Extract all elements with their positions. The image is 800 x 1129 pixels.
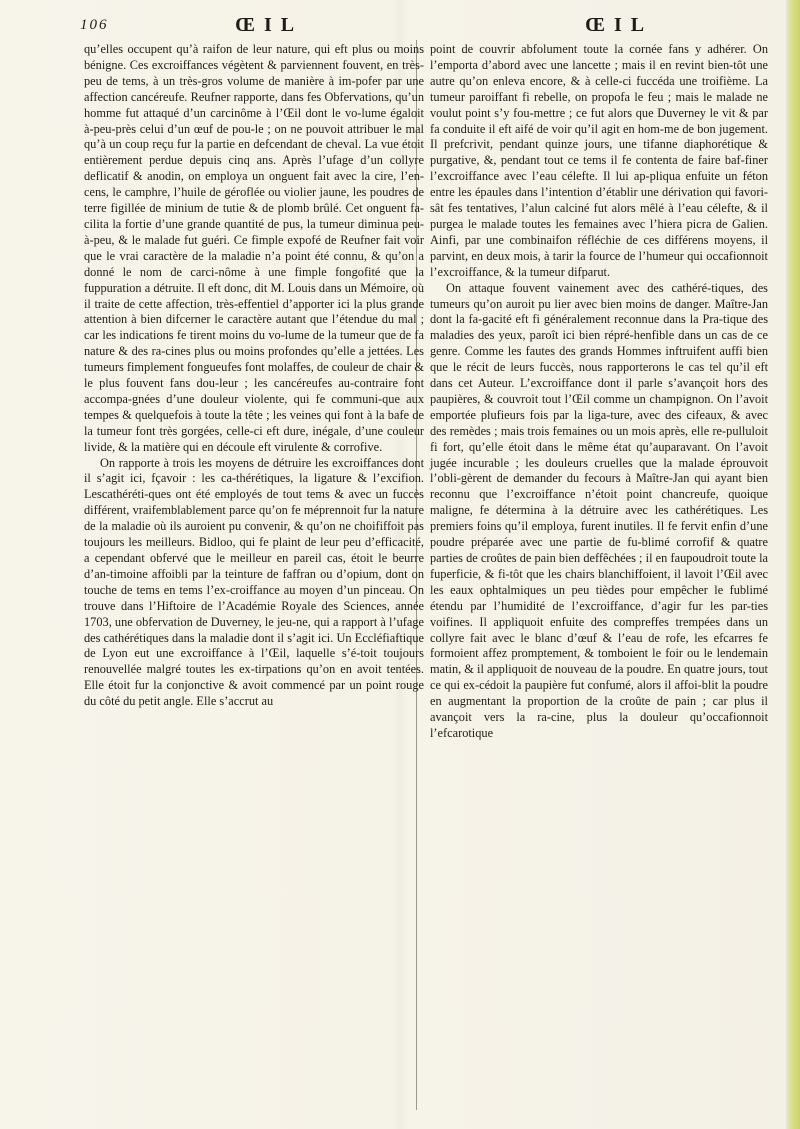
page-number: 106 <box>80 17 109 33</box>
right-page-header <box>440 14 770 36</box>
right-running-title: Œ I L <box>585 14 647 36</box>
paragraph: On attaque fouvent vainement avec des cathéré-tiques, des tumeurs qu’on auroit pu lier avec bien moins de danger. Maître-Jan dont la fa-gacité eft fi généralement reconnue dans la Pra-tique des maladies des yeux, paroît ici bien répré-henfible dans un cas de ce genre. Comme les fautes des grands Hommes inftruifent auffi bien que le récit de leurs fuccès, nous rapporterons le cas tel qu’il eft dans cet Auteur. L’excroiffance dont il parle s’avançoit hors des paupières, & couvroit tout l’Œil comme un champignon. On l’avoit emportée plufieurs fois par la liga-ture, avec des cifeaux, & avec des remèdes ; mais trois femaines ou un mois après, elle re-pulluloit fi fort, qu’elle étoit dans le même état qu’auparavant. On l’avoit jugée incurable ; les douleurs cruelles que la malade éprouvoit l’obli-gèrent de demander du fecours à Maître-Jan qui ayant bien reconnu que l’excroiffance n’étoit point chancreufe, quoique maligne, fe détermina à la détruire avec les cathérétiques. Les premiers foins qu’il employa, furent inutiles. Il fe fervit enfin d’une poudre préparée avec une partie de fu-blimé corrofif & quatre parties de croûtes de pain bien deffêchées ; il en faupoudroit toute la fuperficie, & fi-tôt que les chairs blanchiffoient, il lavoit l’Œil avec les eaux ophtalmiques un peu tièdes pour empêcher le fublimé étendu par l’humidité de l’excroiffance, d’agir fur les par-ties voifines. Il appliquoit enfuite des compreffes trempées dans un collyre fait avec le blanc d’œuf & l’eau de rofe, les efcarres fe formoient affez promptement, & tomboient le foir ou le lendemain matin, & il appliquoit de nouveau de la poudre. En quatre jours, tout ce qui ex-cédoit la paupière fut confumé, alors il affoi-blit la poudre en augmentant la proportion de la croûte de pain ; car plus il avançoit vers la ra-cine, plus la douleur qu’occafionnoit l’efcarotique <box>430 280 768 740</box>
paragraph: On rapporte à trois les moyens de détruire les excroiffances dont il s’agit ici, fçavoir : les ca-thérétiques, la ligature & l’excifion. Lescathéréti-ques ont été employés de tout tems & avec un fuccès différent, vraifemblablement parce qu’on fe méprennoit fur la nature de la maladie où ils auroient pu convenir, & qu’on ne choififfoit pas toujours les meilleurs. Bidloo, qui fe plaint de leur peu d’efficacité, a cependant obfervé que le meilleur en pareil cas, étoit le beurre d’an-timoine affoibli par la teinture de faffran ou d’opium, dont on touche de tems en tems l’ex-croiffance au moyen d’un pinceau. On trouve dans l’Hiftoire de l’Académie Royale des Sciences, année 1703, une obfervation de Duverney, le jeu-ne, qui a rapport à l’ufage des cathérétiques dans la maladie dont il s’agit ici. Un Eccléfiaftique de Lyon eut une excroiffance à l’Œil, laquelle s’é-toit toujours renouvellée malgré toutes les ex-tirpations qu’on en avoit tentées. Elle étoit fur la conjonctive & avoit commencé par un point rouge du côté du petit angle. Elle s’accrut au <box>84 455 424 709</box>
paragraph: qu’elles occupent qu’à raifon de leur nature, qui eft plus ou moins bénigne. Ces excroiffances végètent & parviennent fouvent, en très-peu de tems, à un très-gros volume de manière à im-pofer par une affection cancéreufe. Reufner rapporte, dans fes Obfervations, qu’un homme fut attaqué d’un carcinôme à l’Œil dont le vo-lume égaloit à-peu-près celui d’un œuf de pou-le ; on ne pouvoit attribuer le mal qu’à un coup reçu fur la partie en defcendant de cheval. La vue étoit entièrement perdue depuis cinq ans. Après l’ufage d’un collyre deflicatif & anodin, on employa un onguent fait avec la cire, l’en-cens, le camphre, l’huile de géroflée ou violier jaune, les poudres de terre figillée de minium de tutie & de plomb brûlé. Cet onguent fa-cilita la fortie d’une grande quantité de pus, la tumeur diminua peu-à-peu, & le malade fut guéri. Ce fimple expofé de Reufner fait voir que le vrai caractère de la maladie n’a point été connu, & qu’on a donné le nom de carci-nôme à une fimple fongofité que la fuppuration a détruite. Il eft donc, dit M. Louis dans un Mémoire, où il traite de cette affection, très-effentiel d’apporter ici la plus grande attention à bien difcerner le caractère autant que l’étendue du mal ; car les indications fe tirent moins du vo-lume de la tumeur que de fa nature & des ra-cines plus ou moins profondes qu’elle a jettées. Les tumeurs fimplement fongueufes font molaffes, de couleur de chair & le plus fouvent fans dou-leur ; les cancéreufes au-contraire font accompa-gnées d’une douleur violente, qui fe communi-que aux tempes & quelquefois à toute la tête ; les veines qui font à la bafe de la tumeur font très gorgées, celle-ci eft dure, inégale, d’une couleur livide, & la matière qui en découle eft virulente & corrofive. <box>84 42 424 454</box>
left-running-title: Œ I L <box>235 14 297 36</box>
page-edge <box>786 0 800 1129</box>
paragraph: point de couvrir abfolument toute la cornée fans y adhérer. On l’emporta d’abord avec une lancette ; mais il en revint bien-tôt une autre qu’on enleva encore, & à celle-ci fuccéda une troifième. La tumeur paroiffant fi rebelle, on propofa le feu ; mais le malade ne voulut point s’y fou-mettre ; ce fut alors que Duverney le vit & par fa conduite il eft aifé de voir qu’il agit en hom-me de bon jugement. Il prefcrivit, pendant quinze jours, une tifanne diaphorétique & purgative, &, pendant tout ce tems il fe contenta de faire baf-finer l’excroiffance avec l’eau célefte. Il lui ap-pliqua enfuite un féton entre les épaules dans l’intention d’établir une dérivation qui favori-sât fes tentatives, l’alun calciné fut alors mêlé à l’eau célefte, & il purgea le malade toutes les femaines avec l’hiera picra de Galien. Ainfi, par une combinaifon réfléchie de ces différens moyens, il parvint, en deux mois, à tarir la fource de l’humeur qui occafionnoit l’excroiffance, & la tumeur difparut. <box>430 42 768 279</box>
left-column <box>84 42 424 710</box>
left-page-header <box>80 14 380 36</box>
right-column <box>430 42 768 742</box>
